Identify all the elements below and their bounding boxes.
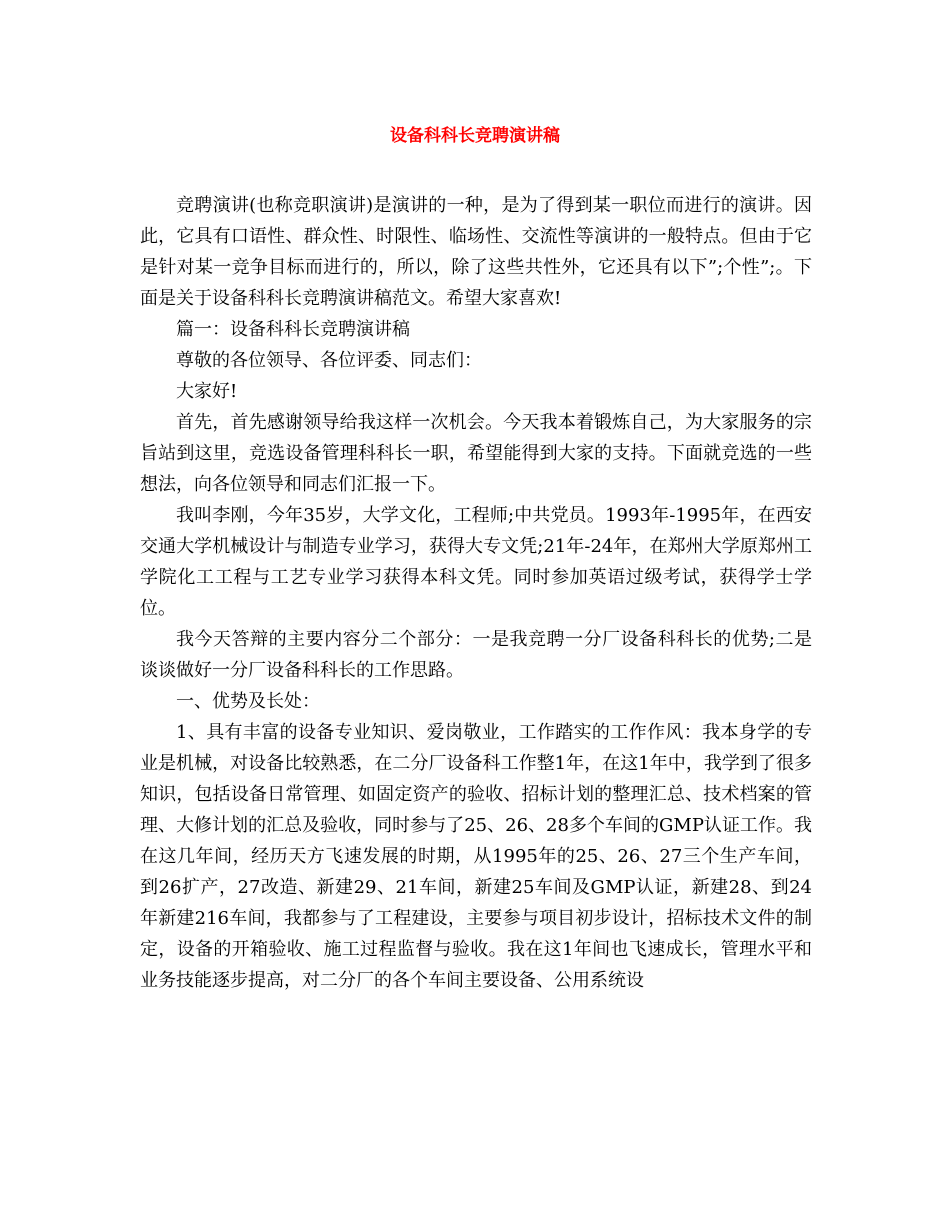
paragraph: 首先，首先感谢领导给我这样一次机会。今天我本着锻炼自己，为大家服务的宗旨站到这里，竞选设备管理科科长一职，希望能得到大家的支持。下面就竞选的一些想法，向各位领导和同志们汇报一下。 xyxy=(140,412,812,495)
paragraph: 竞聘演讲(也称竞职演讲)是演讲的一种，是为了得到某一职位而进行的演讲。因此，它具有口语性、群众性、时限性、临场性、交流性等演讲的一般特点。但由于它是针对某一竞争目标而进行的，所以，除了这些共性外，它还具有以下”;个性”;。下面是关于设备科科长竞聘演讲稿范文。希望大家喜欢! xyxy=(140,195,812,309)
document-body xyxy=(140,190,812,996)
paragraph: 一、优势及长处： xyxy=(176,691,320,712)
paragraph: 篇一：设备科科长竞聘演讲稿 xyxy=(176,319,410,340)
document-title: 设备科科长竞聘演讲稿 xyxy=(390,126,560,146)
paragraph: 尊敬的各位领导、各位评委、同志们： xyxy=(176,350,482,371)
paragraph: 我叫李刚，今年35岁，大学文化，工程师;中共党员。1993年-1995年，在西安交通大学机械设计与制造专业学习，获得大专文凭;21年-24年，在郑州大学原郑州工学院化工工程与工艺专业学习获得本科文凭。同时参加英语过级考试，获得学士学位。 xyxy=(140,505,812,619)
paragraph: 大家好! xyxy=(176,381,238,402)
paragraph: 1、具有丰富的设备专业知识、爱岗敬业，工作踏实的工作作风：我本身学的专业是机械，对设备比较熟悉，在二分厂设备科工作整1年，在这1年中，我学到了很多知识，包括设备日常管理、如固定资产的验收、招标计划的整理汇总、技术档案的管理、大修计划的汇总及验收，同时参与了25、26、28多个车间的GMP认证工作。我在这几年间，经历天方飞速发展的时期，从1995年的25、26、27三个生产车间，到26扩产，27改造、新建29、21车间，新建25车间及GMP认证，新建28、到24年新建216车间，我都参与了工程建设，主要参与项目初步设计，招标技术文件的制定，设备的开箱验收、施工过程监督与验收。我在这1年间也飞速成长，管理水平和业务技能逐步提高，对二分厂的各个车间主要设备、公用系统设 xyxy=(140,722,812,991)
paragraph: 我今天答辩的主要内容分二个部分：一是我竞聘一分厂设备科科长的优势;二是谈谈做好一分厂设备科科长的工作思路。 xyxy=(140,629,812,681)
